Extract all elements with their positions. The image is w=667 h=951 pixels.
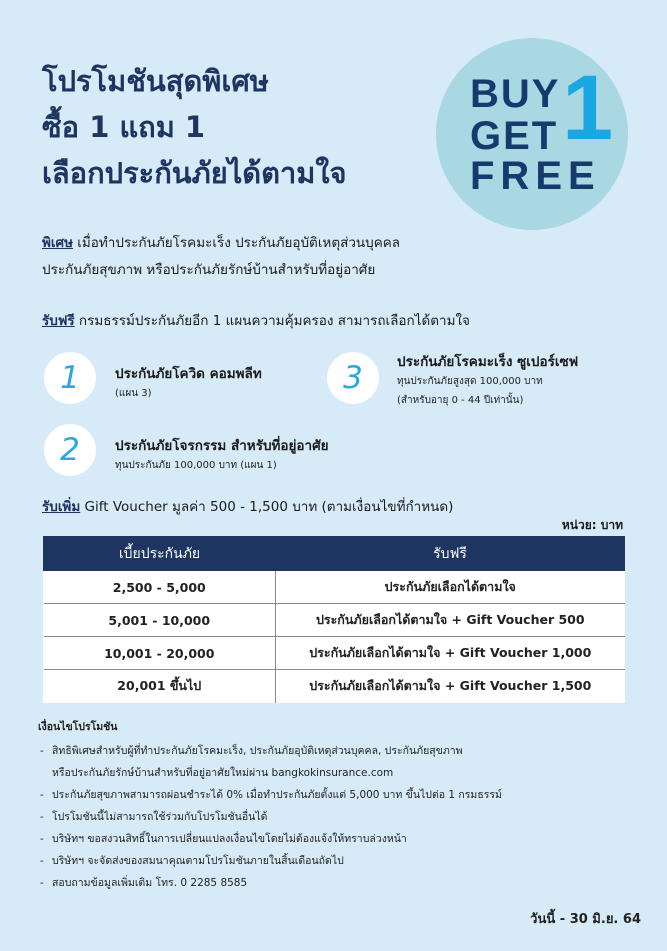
- table-row: [44, 604, 625, 637]
- premium-table: [43, 536, 625, 703]
- condition-1-line-2: หรือประกันภัยรักษ์บ้านสำหรับที่อยู่อาศัยใหม่ผ่าน bangkokinsurance.com: [52, 767, 394, 779]
- premium-cell: 2,500 - 5,000: [44, 571, 276, 604]
- table-row: [44, 670, 625, 703]
- list-item: - ประกันภัยสุขภาพสามารถผ่อนชำระได้ 0% เมื่อทำประกันภัยตั้งแต่ 5,000 บาท ขึ้นไปต่อ 1 กรมธรรม์: [38, 784, 638, 806]
- conditions-list: [38, 740, 638, 894]
- table-header-row: [44, 537, 625, 571]
- badge-free-text: FREE: [470, 154, 601, 198]
- extra-offer-paragraph: [42, 494, 642, 521]
- option-2-subtitle: ทุนประกันภัย 100,000 บาท (แผน 1): [115, 460, 277, 471]
- list-item: - สอบถามข้อมูลเพิ่มเติม โทร. 0 2285 8585: [38, 872, 638, 894]
- premium-cell: 20,001 ขึ้นไป: [44, 670, 276, 703]
- badge-buy-text: BUY: [470, 72, 561, 116]
- option-3-number-circle: 3: [327, 352, 379, 404]
- promo-period: วันนี้ - 30 มิ.ย. 64: [530, 912, 641, 927]
- option-2-number-circle: 2: [44, 424, 96, 476]
- list-item: - บริษัทฯ ขอสงวนสิทธิ์ในการเปลี่ยนแปลงเงื่อนไขโดยไม่ต้องแจ้งให้ทราบล่วงหน้า: [38, 828, 638, 850]
- free-offer-lead: รับฟรี: [42, 313, 75, 329]
- option-3-title: ประกันภัยโรคมะเร็ง ซูเปอร์เซฟ: [397, 354, 579, 370]
- buy-1-get-1-free-badge: [436, 38, 628, 230]
- gift-cell: ประกันภัยเลือกได้ตามใจ: [276, 571, 625, 604]
- headline-line-3: เลือกประกันภัยได้ตามใจ: [42, 156, 347, 190]
- list-item: [38, 740, 638, 784]
- special-text-2: ประกันภัยสุขภาพ หรือประกันภัยรักษ์บ้านสำหรับที่อยู่อาศัย: [42, 262, 376, 278]
- gift-cell: ประกันภัยเลือกได้ตามใจ + Gift Voucher 1,500: [309, 678, 592, 694]
- option-3-subtitle-1: ทุนประกันภัยสูงสุด 100,000 บาท: [397, 376, 543, 387]
- special-paragraph: [42, 230, 642, 284]
- table-row: [44, 571, 625, 604]
- unit-label: หน่วย: บาท: [561, 518, 623, 532]
- special-lead: พิเศษ: [42, 235, 73, 251]
- option-1-title: ประกันภัยโควิด คอมพลีท: [115, 366, 262, 382]
- gift-cell: ประกันภัยเลือกได้ตามใจ + Gift Voucher 500: [276, 604, 625, 637]
- extra-offer-lead: รับเพิ่ม: [42, 499, 81, 515]
- headline-line-2: ซื้อ 1 แถม 1: [42, 110, 206, 144]
- headline-line-1: โปรโมชันสุดพิเศษ: [42, 64, 269, 98]
- conditions-heading: เงื่อนไขโปรโมชัน: [38, 721, 118, 733]
- free-offer-text: กรมธรรม์ประกันภัยอีก 1 แผนความคุ้มครอง สามารถเลือกได้ตามใจ: [74, 313, 470, 329]
- header-premium: เบี้ยประกันภัย: [44, 537, 276, 571]
- premium-cell: 10,001 - 20,000: [44, 637, 276, 670]
- premium-cell: 5,001 - 10,000: [44, 604, 276, 637]
- option-3-subtitle-2: (สำหรับอายุ 0 - 44 ปีเท่านั้น): [397, 395, 524, 406]
- badge-get-text: GET: [470, 114, 559, 158]
- table-row: [44, 637, 625, 670]
- gift-cell: ประกันภัยเลือกได้ตามใจ + Gift Voucher 1,000: [276, 637, 625, 670]
- conditions-section: [38, 718, 638, 894]
- free-offer-paragraph: [42, 308, 642, 335]
- badge-one-numeral: 1: [562, 57, 614, 159]
- list-item: - บริษัทฯ จะจัดส่งของสมนาคุณตามโปรโมชันภายในสิ้นเดือนถัดไป: [38, 850, 638, 872]
- condition-1-line-1: สิทธิพิเศษสำหรับผู้ที่ทำประกันภัยโรคมะเร็ง, ประกันภัยอุบัติเหตุส่วนบุคคล, ประกันภัยสุขภาพ: [52, 745, 463, 757]
- promo-headline: [42, 58, 442, 196]
- special-text-1: เมื่อทำประกันภัยโรคมะเร็ง ประกันภัยอุบัติเหตุส่วนบุคคล: [72, 235, 401, 251]
- extra-offer-text: Gift Voucher มูลค่า 500 - 1,500 บาท (ตามเงื่อนไขที่กำหนด): [80, 499, 454, 515]
- list-item: - โปรโมชันนี้ไม่สามารถใช้ร่วมกับโปรโมชันอื่นได้: [38, 806, 638, 828]
- option-1-subtitle: (แผน 3): [115, 388, 152, 399]
- option-2-title: ประกันภัยโจรกรรม สำหรับที่อยู่อาศัย: [115, 438, 329, 454]
- option-1-number-circle: 1: [44, 352, 96, 404]
- header-free-gift: รับฟรี: [276, 537, 625, 571]
